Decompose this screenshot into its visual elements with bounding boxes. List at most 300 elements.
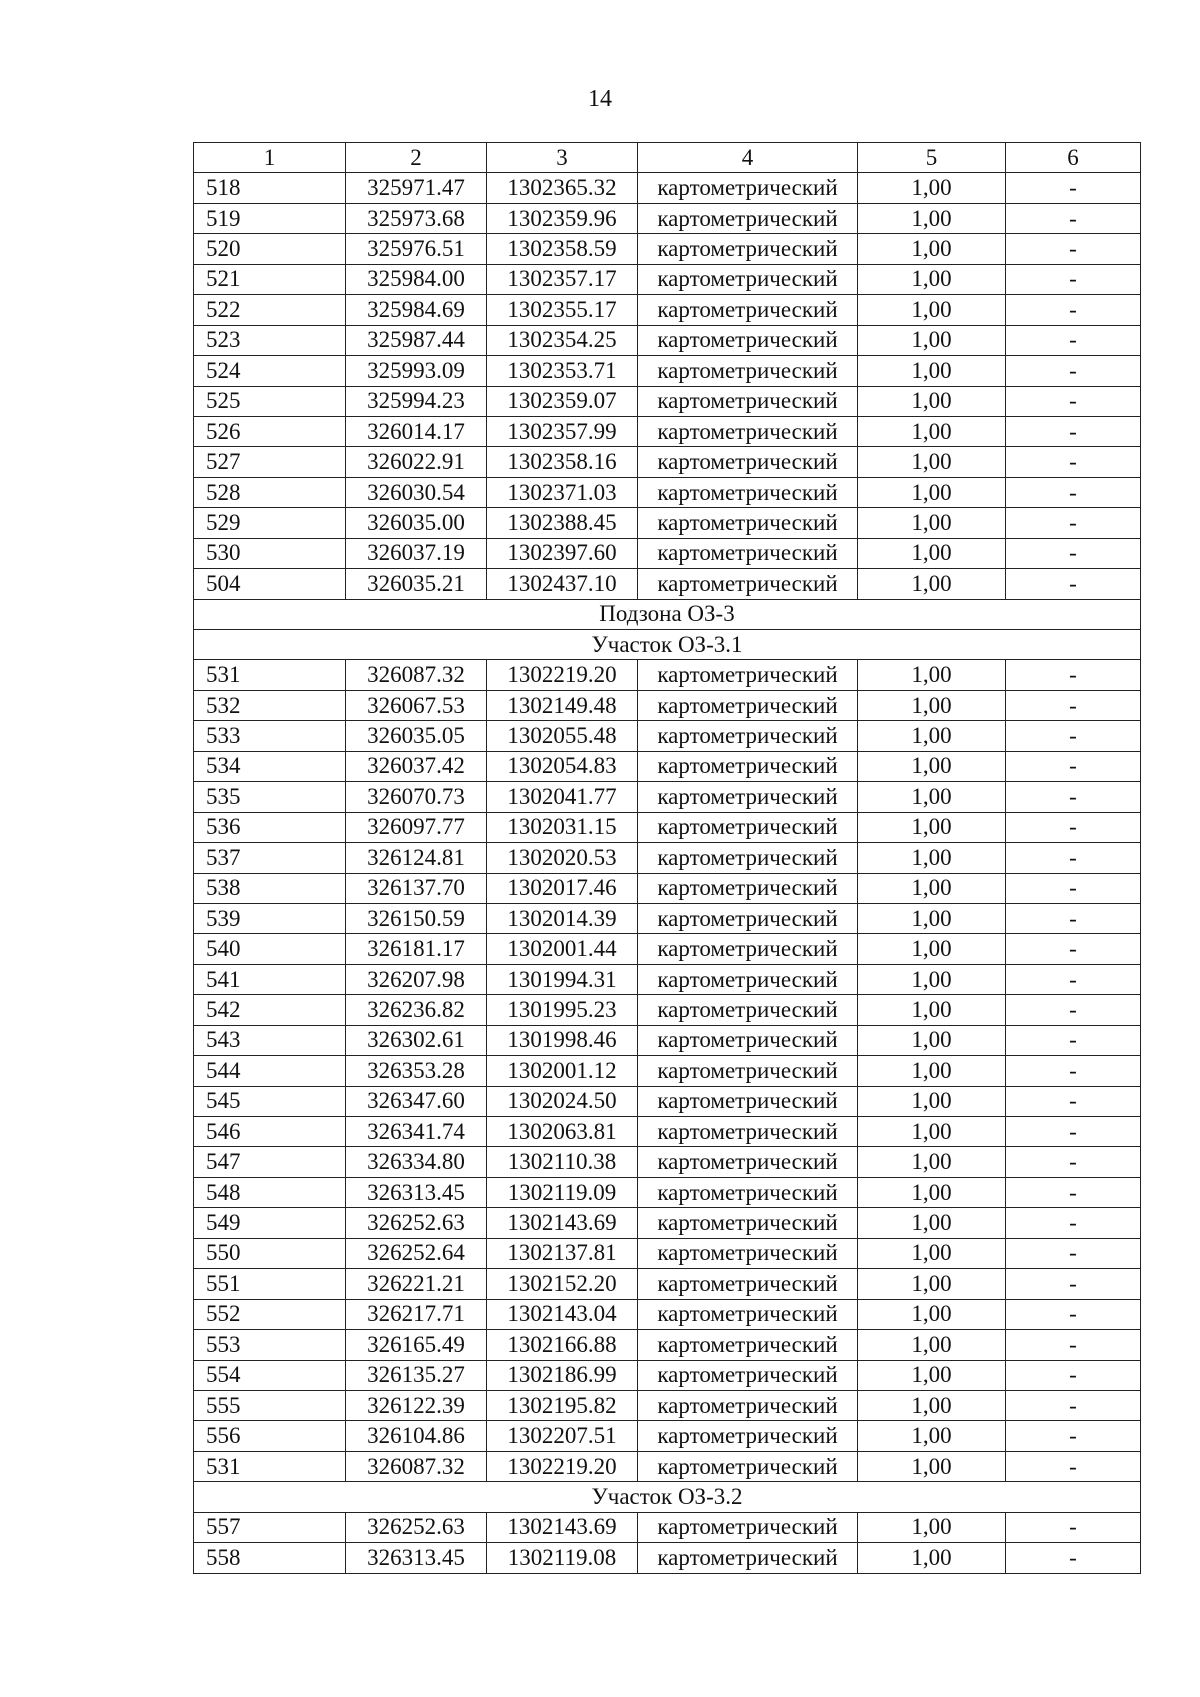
x-coordinate-cell: 326181.17 xyxy=(346,934,487,964)
point-number-cell: 546 xyxy=(194,1117,346,1147)
note-cell: - xyxy=(1006,1543,1141,1573)
header-row xyxy=(194,143,1141,173)
x-coordinate-cell: 326022.91 xyxy=(346,447,487,477)
accuracy-cell: 1,00 xyxy=(858,1512,1006,1542)
y-coordinate-cell: 1302353.71 xyxy=(487,356,638,386)
note-cell: - xyxy=(1006,538,1141,568)
point-number-cell: 551 xyxy=(194,1269,346,1299)
y-coordinate-cell: 1302014.39 xyxy=(487,903,638,933)
point-number-cell: 549 xyxy=(194,1208,346,1238)
point-number-cell: 554 xyxy=(194,1360,346,1390)
note-cell: - xyxy=(1006,1360,1141,1390)
point-number-cell: 530 xyxy=(194,538,346,568)
note-cell: - xyxy=(1006,416,1141,446)
y-coordinate-cell: 1301998.46 xyxy=(487,1025,638,1055)
method-cell: картометрический xyxy=(638,416,858,446)
page-number: 14 xyxy=(588,86,612,112)
accuracy-cell: 1,00 xyxy=(858,843,1006,873)
table-row xyxy=(194,964,1141,994)
accuracy-cell: 1,00 xyxy=(858,264,1006,294)
point-number-cell: 523 xyxy=(194,325,346,355)
point-number-cell: 532 xyxy=(194,690,346,720)
method-cell: картометрический xyxy=(638,477,858,507)
section-row xyxy=(194,630,1141,660)
x-coordinate-cell: 325976.51 xyxy=(346,234,487,264)
note-cell: - xyxy=(1006,1238,1141,1268)
note-cell: - xyxy=(1006,234,1141,264)
method-cell: картометрический xyxy=(638,1269,858,1299)
section-row xyxy=(194,1482,1141,1512)
table-row xyxy=(194,325,1141,355)
point-number-cell: 541 xyxy=(194,964,346,994)
note-cell: - xyxy=(1006,447,1141,477)
x-coordinate-cell: 325984.00 xyxy=(346,264,487,294)
accuracy-cell: 1,00 xyxy=(858,1056,1006,1086)
point-number-cell: 552 xyxy=(194,1299,346,1329)
accuracy-cell: 1,00 xyxy=(858,995,1006,1025)
note-cell: - xyxy=(1006,934,1141,964)
note-cell: - xyxy=(1006,1512,1141,1542)
note-cell: - xyxy=(1006,1269,1141,1299)
y-coordinate-cell: 1302041.77 xyxy=(487,782,638,812)
table-row xyxy=(194,1330,1141,1360)
table-row xyxy=(194,1512,1141,1542)
method-cell: картометрический xyxy=(638,508,858,538)
table-row xyxy=(194,721,1141,751)
method-cell: картометрический xyxy=(638,690,858,720)
method-cell: картометрический xyxy=(638,964,858,994)
point-number-cell: 521 xyxy=(194,264,346,294)
x-coordinate-cell: 326347.60 xyxy=(346,1086,487,1116)
note-cell: - xyxy=(1006,1330,1141,1360)
accuracy-cell: 1,00 xyxy=(858,690,1006,720)
y-coordinate-cell: 1302371.03 xyxy=(487,477,638,507)
table-row xyxy=(194,416,1141,446)
accuracy-cell: 1,00 xyxy=(858,721,1006,751)
table-row xyxy=(194,386,1141,416)
point-number-cell: 520 xyxy=(194,234,346,264)
method-cell: картометрический xyxy=(638,203,858,233)
point-number-cell: 539 xyxy=(194,903,346,933)
method-cell: картометрический xyxy=(638,843,858,873)
point-number-cell: 553 xyxy=(194,1330,346,1360)
y-coordinate-cell: 1302110.38 xyxy=(487,1147,638,1177)
point-number-cell: 527 xyxy=(194,447,346,477)
note-cell: - xyxy=(1006,356,1141,386)
x-coordinate-cell: 326165.49 xyxy=(346,1330,487,1360)
y-coordinate-cell: 1302388.45 xyxy=(487,508,638,538)
y-coordinate-cell: 1302054.83 xyxy=(487,751,638,781)
accuracy-cell: 1,00 xyxy=(858,873,1006,903)
note-cell: - xyxy=(1006,1177,1141,1207)
table-row xyxy=(194,782,1141,812)
method-cell: картометрический xyxy=(638,234,858,264)
method-cell: картометрический xyxy=(638,1208,858,1238)
note-cell: - xyxy=(1006,295,1141,325)
x-coordinate-cell: 326122.39 xyxy=(346,1390,487,1420)
accuracy-cell: 1,00 xyxy=(858,660,1006,690)
y-coordinate-cell: 1302355.17 xyxy=(487,295,638,325)
y-coordinate-cell: 1302219.20 xyxy=(487,1451,638,1481)
y-coordinate-cell: 1302149.48 xyxy=(487,690,638,720)
accuracy-cell: 1,00 xyxy=(858,1177,1006,1207)
method-cell: картометрический xyxy=(638,873,858,903)
y-coordinate-cell: 1302024.50 xyxy=(487,1086,638,1116)
table-row xyxy=(194,873,1141,903)
y-coordinate-cell: 1302359.07 xyxy=(487,386,638,416)
point-number-cell: 529 xyxy=(194,508,346,538)
note-cell: - xyxy=(1006,386,1141,416)
point-number-cell: 548 xyxy=(194,1177,346,1207)
y-coordinate-cell: 1302031.15 xyxy=(487,812,638,842)
note-cell: - xyxy=(1006,995,1141,1025)
method-cell: картометрический xyxy=(638,782,858,812)
y-coordinate-cell: 1302195.82 xyxy=(487,1390,638,1420)
table-body xyxy=(194,143,1141,1574)
point-number-cell: 526 xyxy=(194,416,346,446)
point-number-cell: 555 xyxy=(194,1390,346,1420)
table-row xyxy=(194,1117,1141,1147)
method-cell: картометрический xyxy=(638,325,858,355)
y-coordinate-cell: 1302186.99 xyxy=(487,1360,638,1390)
y-coordinate-cell: 1302020.53 xyxy=(487,843,638,873)
method-cell: картометрический xyxy=(638,356,858,386)
y-coordinate-cell: 1302001.12 xyxy=(487,1056,638,1086)
x-coordinate-cell: 325994.23 xyxy=(346,386,487,416)
y-coordinate-cell: 1301994.31 xyxy=(487,964,638,994)
method-cell: картометрический xyxy=(638,173,858,203)
x-coordinate-cell: 325973.68 xyxy=(346,203,487,233)
column-header: 1 xyxy=(194,143,346,173)
column-header: 4 xyxy=(638,143,858,173)
table-row xyxy=(194,447,1141,477)
table-row xyxy=(194,1147,1141,1177)
y-coordinate-cell: 1302063.81 xyxy=(487,1117,638,1147)
x-coordinate-cell: 326217.71 xyxy=(346,1299,487,1329)
point-number-cell: 533 xyxy=(194,721,346,751)
accuracy-cell: 1,00 xyxy=(858,295,1006,325)
table-row xyxy=(194,995,1141,1025)
x-coordinate-cell: 326097.77 xyxy=(346,812,487,842)
accuracy-cell: 1,00 xyxy=(858,538,1006,568)
y-coordinate-cell: 1302137.81 xyxy=(487,1238,638,1268)
note-cell: - xyxy=(1006,1451,1141,1481)
accuracy-cell: 1,00 xyxy=(858,447,1006,477)
method-cell: картометрический xyxy=(638,1056,858,1086)
point-number-cell: 522 xyxy=(194,295,346,325)
point-number-cell: 525 xyxy=(194,386,346,416)
note-cell: - xyxy=(1006,1421,1141,1451)
y-coordinate-cell: 1302152.20 xyxy=(487,1269,638,1299)
note-cell: - xyxy=(1006,751,1141,781)
point-number-cell: 524 xyxy=(194,356,346,386)
x-coordinate-cell: 326035.05 xyxy=(346,721,487,751)
section-title: Подзона ОЗ-3 xyxy=(194,599,1141,629)
y-coordinate-cell: 1302143.69 xyxy=(487,1512,638,1542)
table-row xyxy=(194,843,1141,873)
x-coordinate-cell: 325984.69 xyxy=(346,295,487,325)
table-row xyxy=(194,538,1141,568)
point-number-cell: 540 xyxy=(194,934,346,964)
accuracy-cell: 1,00 xyxy=(858,1269,1006,1299)
point-number-cell: 550 xyxy=(194,1238,346,1268)
method-cell: картометрический xyxy=(638,1117,858,1147)
note-cell: - xyxy=(1006,173,1141,203)
accuracy-cell: 1,00 xyxy=(858,1421,1006,1451)
point-number-cell: 537 xyxy=(194,843,346,873)
table-row xyxy=(194,295,1141,325)
y-coordinate-cell: 1302119.08 xyxy=(487,1543,638,1573)
method-cell: картометрический xyxy=(638,295,858,325)
table-row xyxy=(194,1451,1141,1481)
method-cell: картометрический xyxy=(638,538,858,568)
table-row xyxy=(194,751,1141,781)
x-coordinate-cell: 326067.53 xyxy=(346,690,487,720)
accuracy-cell: 1,00 xyxy=(858,386,1006,416)
point-number-cell: 528 xyxy=(194,477,346,507)
x-coordinate-cell: 325987.44 xyxy=(346,325,487,355)
method-cell: картометрический xyxy=(638,903,858,933)
accuracy-cell: 1,00 xyxy=(858,203,1006,233)
note-cell: - xyxy=(1006,843,1141,873)
accuracy-cell: 1,00 xyxy=(858,1360,1006,1390)
x-coordinate-cell: 326150.59 xyxy=(346,903,487,933)
y-coordinate-cell: 1302166.88 xyxy=(487,1330,638,1360)
x-coordinate-cell: 325993.09 xyxy=(346,356,487,386)
x-coordinate-cell: 326334.80 xyxy=(346,1147,487,1177)
accuracy-cell: 1,00 xyxy=(858,1117,1006,1147)
table-row xyxy=(194,690,1141,720)
x-coordinate-cell: 326302.61 xyxy=(346,1025,487,1055)
table-row xyxy=(194,477,1141,507)
y-coordinate-cell: 1302357.17 xyxy=(487,264,638,294)
accuracy-cell: 1,00 xyxy=(858,234,1006,264)
point-number-cell: 531 xyxy=(194,660,346,690)
table-row xyxy=(194,1421,1141,1451)
section-row xyxy=(194,599,1141,629)
point-number-cell: 504 xyxy=(194,569,346,599)
note-cell: - xyxy=(1006,1086,1141,1116)
accuracy-cell: 1,00 xyxy=(858,1025,1006,1055)
table-row xyxy=(194,934,1141,964)
table-row xyxy=(194,1299,1141,1329)
y-coordinate-cell: 1302354.25 xyxy=(487,325,638,355)
x-coordinate-cell: 326313.45 xyxy=(346,1177,487,1207)
accuracy-cell: 1,00 xyxy=(858,812,1006,842)
accuracy-cell: 1,00 xyxy=(858,1238,1006,1268)
method-cell: картометрический xyxy=(638,569,858,599)
y-coordinate-cell: 1302119.09 xyxy=(487,1177,638,1207)
table-row xyxy=(194,1269,1141,1299)
note-cell: - xyxy=(1006,964,1141,994)
accuracy-cell: 1,00 xyxy=(858,1208,1006,1238)
method-cell: картометрический xyxy=(638,1147,858,1177)
accuracy-cell: 1,00 xyxy=(858,569,1006,599)
accuracy-cell: 1,00 xyxy=(858,782,1006,812)
note-cell: - xyxy=(1006,660,1141,690)
note-cell: - xyxy=(1006,477,1141,507)
x-coordinate-cell: 325971.47 xyxy=(346,173,487,203)
point-number-cell: 538 xyxy=(194,873,346,903)
column-header: 2 xyxy=(346,143,487,173)
accuracy-cell: 1,00 xyxy=(858,1086,1006,1116)
accuracy-cell: 1,00 xyxy=(858,325,1006,355)
point-number-cell: 545 xyxy=(194,1086,346,1116)
note-cell: - xyxy=(1006,508,1141,538)
point-number-cell: 544 xyxy=(194,1056,346,1086)
method-cell: картометрический xyxy=(638,1025,858,1055)
method-cell: картометрический xyxy=(638,934,858,964)
coordinates-table xyxy=(193,142,1141,1574)
accuracy-cell: 1,00 xyxy=(858,1543,1006,1573)
note-cell: - xyxy=(1006,782,1141,812)
method-cell: картометрический xyxy=(638,1086,858,1116)
y-coordinate-cell: 1302055.48 xyxy=(487,721,638,751)
column-header: 6 xyxy=(1006,143,1141,173)
x-coordinate-cell: 326207.98 xyxy=(346,964,487,994)
note-cell: - xyxy=(1006,264,1141,294)
x-coordinate-cell: 326252.64 xyxy=(346,1238,487,1268)
method-cell: картометрический xyxy=(638,447,858,477)
method-cell: картометрический xyxy=(638,1390,858,1420)
method-cell: картометрический xyxy=(638,1177,858,1207)
note-cell: - xyxy=(1006,325,1141,355)
method-cell: картометрический xyxy=(638,660,858,690)
y-coordinate-cell: 1302219.20 xyxy=(487,660,638,690)
table-row xyxy=(194,903,1141,933)
section-title: Участок ОЗ-3.1 xyxy=(194,630,1141,660)
y-coordinate-cell: 1302437.10 xyxy=(487,569,638,599)
table-row xyxy=(194,1238,1141,1268)
accuracy-cell: 1,00 xyxy=(858,1147,1006,1177)
y-coordinate-cell: 1302143.69 xyxy=(487,1208,638,1238)
x-coordinate-cell: 326313.45 xyxy=(346,1543,487,1573)
method-cell: картометрический xyxy=(638,721,858,751)
x-coordinate-cell: 326341.74 xyxy=(346,1117,487,1147)
accuracy-cell: 1,00 xyxy=(858,934,1006,964)
point-number-cell: 518 xyxy=(194,173,346,203)
note-cell: - xyxy=(1006,690,1141,720)
y-coordinate-cell: 1302359.96 xyxy=(487,203,638,233)
note-cell: - xyxy=(1006,203,1141,233)
table-row xyxy=(194,508,1141,538)
accuracy-cell: 1,00 xyxy=(858,1451,1006,1481)
table-row xyxy=(194,1208,1141,1238)
accuracy-cell: 1,00 xyxy=(858,1299,1006,1329)
y-coordinate-cell: 1302001.44 xyxy=(487,934,638,964)
accuracy-cell: 1,00 xyxy=(858,1330,1006,1360)
point-number-cell: 558 xyxy=(194,1543,346,1573)
point-number-cell: 531 xyxy=(194,1451,346,1481)
table-row xyxy=(194,203,1141,233)
y-coordinate-cell: 1302017.46 xyxy=(487,873,638,903)
point-number-cell: 547 xyxy=(194,1147,346,1177)
x-coordinate-cell: 326124.81 xyxy=(346,843,487,873)
note-cell: - xyxy=(1006,721,1141,751)
table-row xyxy=(194,660,1141,690)
point-number-cell: 556 xyxy=(194,1421,346,1451)
x-coordinate-cell: 326037.42 xyxy=(346,751,487,781)
note-cell: - xyxy=(1006,1025,1141,1055)
table-row xyxy=(194,569,1141,599)
x-coordinate-cell: 326252.63 xyxy=(346,1512,487,1542)
note-cell: - xyxy=(1006,812,1141,842)
point-number-cell: 557 xyxy=(194,1512,346,1542)
accuracy-cell: 1,00 xyxy=(858,1390,1006,1420)
method-cell: картометрический xyxy=(638,264,858,294)
accuracy-cell: 1,00 xyxy=(858,964,1006,994)
point-number-cell: 536 xyxy=(194,812,346,842)
y-coordinate-cell: 1302143.04 xyxy=(487,1299,638,1329)
note-cell: - xyxy=(1006,873,1141,903)
table-row xyxy=(194,356,1141,386)
y-coordinate-cell: 1302365.32 xyxy=(487,173,638,203)
method-cell: картометрический xyxy=(638,1360,858,1390)
note-cell: - xyxy=(1006,1299,1141,1329)
accuracy-cell: 1,00 xyxy=(858,356,1006,386)
x-coordinate-cell: 326353.28 xyxy=(346,1056,487,1086)
method-cell: картометрический xyxy=(638,1451,858,1481)
x-coordinate-cell: 326087.32 xyxy=(346,1451,487,1481)
note-cell: - xyxy=(1006,903,1141,933)
y-coordinate-cell: 1302357.99 xyxy=(487,416,638,446)
accuracy-cell: 1,00 xyxy=(858,173,1006,203)
x-coordinate-cell: 326037.19 xyxy=(346,538,487,568)
table-row xyxy=(194,1360,1141,1390)
method-cell: картометрический xyxy=(638,1512,858,1542)
note-cell: - xyxy=(1006,569,1141,599)
point-number-cell: 519 xyxy=(194,203,346,233)
method-cell: картометрический xyxy=(638,1330,858,1360)
accuracy-cell: 1,00 xyxy=(858,508,1006,538)
x-coordinate-cell: 326104.86 xyxy=(346,1421,487,1451)
x-coordinate-cell: 326236.82 xyxy=(346,995,487,1025)
x-coordinate-cell: 326221.21 xyxy=(346,1269,487,1299)
method-cell: картометрический xyxy=(638,386,858,416)
point-number-cell: 543 xyxy=(194,1025,346,1055)
x-coordinate-cell: 326070.73 xyxy=(346,782,487,812)
method-cell: картометрический xyxy=(638,1299,858,1329)
x-coordinate-cell: 326135.27 xyxy=(346,1360,487,1390)
column-header: 5 xyxy=(858,143,1006,173)
y-coordinate-cell: 1302358.16 xyxy=(487,447,638,477)
note-cell: - xyxy=(1006,1390,1141,1420)
x-coordinate-cell: 326137.70 xyxy=(346,873,487,903)
table-row xyxy=(194,1056,1141,1086)
section-title: Участок ОЗ-3.2 xyxy=(194,1482,1141,1512)
table-row xyxy=(194,234,1141,264)
x-coordinate-cell: 326030.54 xyxy=(346,477,487,507)
method-cell: картометрический xyxy=(638,1543,858,1573)
accuracy-cell: 1,00 xyxy=(858,903,1006,933)
table-row xyxy=(194,812,1141,842)
note-cell: - xyxy=(1006,1147,1141,1177)
method-cell: картометрический xyxy=(638,1421,858,1451)
method-cell: картометрический xyxy=(638,995,858,1025)
accuracy-cell: 1,00 xyxy=(858,751,1006,781)
point-number-cell: 542 xyxy=(194,995,346,1025)
x-coordinate-cell: 326014.17 xyxy=(346,416,487,446)
note-cell: - xyxy=(1006,1208,1141,1238)
point-number-cell: 535 xyxy=(194,782,346,812)
table-row xyxy=(194,1543,1141,1573)
column-header: 3 xyxy=(487,143,638,173)
table-row xyxy=(194,1025,1141,1055)
note-cell: - xyxy=(1006,1056,1141,1086)
x-coordinate-cell: 326252.63 xyxy=(346,1208,487,1238)
method-cell: картометрический xyxy=(638,751,858,781)
x-coordinate-cell: 326035.21 xyxy=(346,569,487,599)
